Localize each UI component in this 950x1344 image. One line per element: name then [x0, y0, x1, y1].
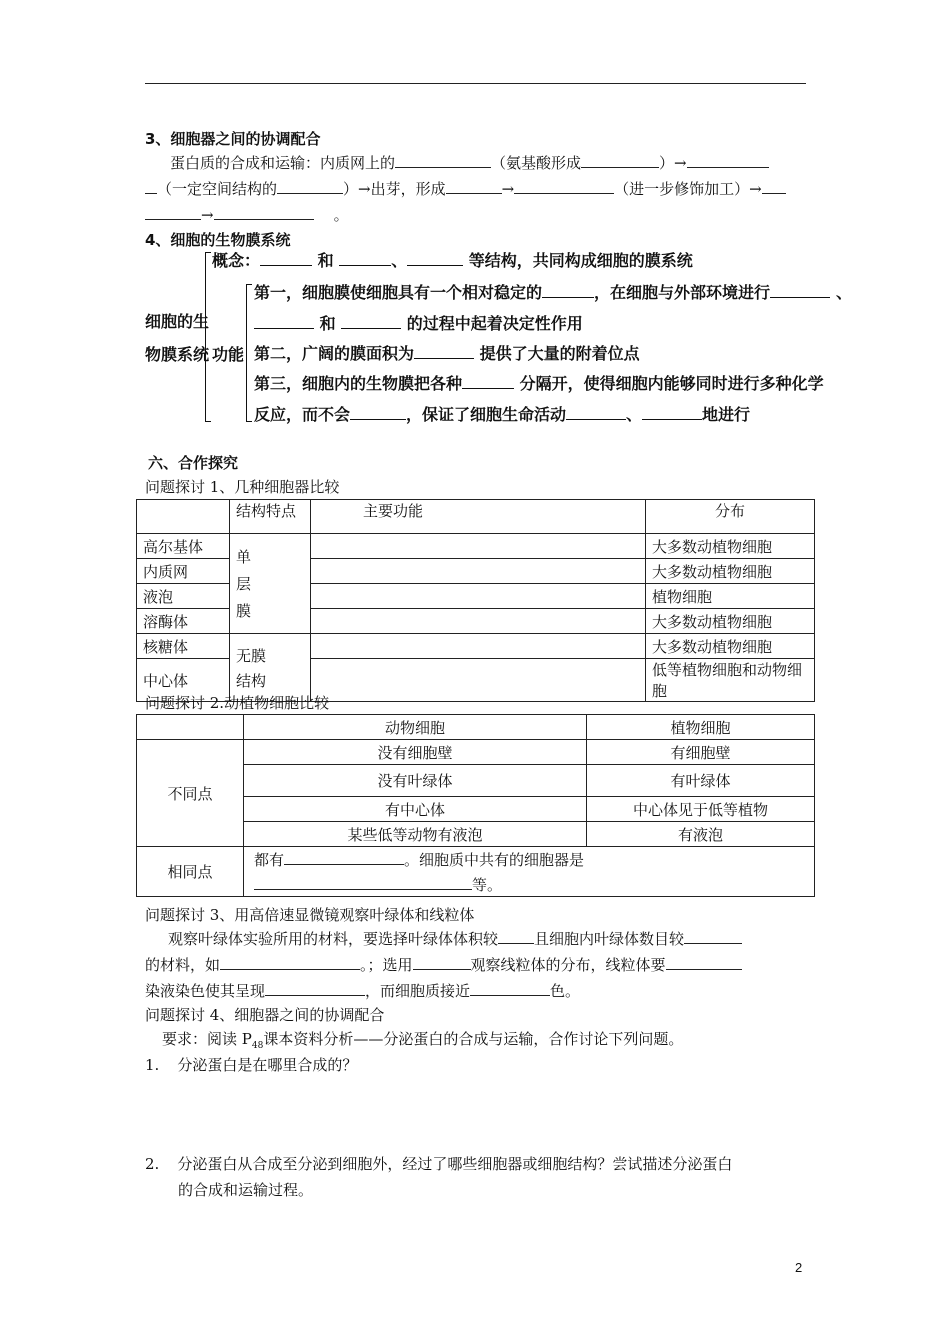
membrane-system-label-2: 物膜系统 [145, 345, 210, 364]
same-points-cell: 都有 。细胞质中共有的细胞器是 等。 [244, 847, 815, 897]
table-row: 某些低等动物有液泡 有液泡 [137, 822, 815, 847]
function-line4: 第三，细胞内的生物膜把各种 分隔开，使得细胞内能够同时进行多种化学 [254, 374, 824, 393]
function-line3: 第二，广阔的膜面积为 提供了大量的附着位点 [254, 344, 640, 363]
question-2: 2. 分泌蛋白从合成至分泌到细胞外，经过了哪些细胞器或细胞结构？尝试描述分泌蛋白 [145, 1155, 733, 1173]
section3-line2: （一定空间结构的 ）→出芽，形成 → （进一步修饰加工）→ [145, 178, 786, 199]
q3-title: 问题探讨 3、用高倍速显微镜观察叶绿体和线粒体 [145, 906, 475, 924]
table-row: 液泡 植物细胞 [137, 584, 815, 609]
q1-title: 问题探讨 1、几种细胞器比较 [145, 478, 340, 496]
q2-title: 问题探讨 2.动植物细胞比较 [145, 694, 330, 712]
q3-line2: 的材料，如 。；选用 观察线粒体的分布，线粒体要 [145, 954, 742, 975]
function-line1: 第一，细胞膜使细胞具有一个相对稳定的 ，在细胞与外部环境进行 、 [254, 283, 853, 302]
table-row: 没有叶绿体 有叶绿体 [137, 765, 815, 797]
table-row: 高尔基体 单 层 膜 大多数动植物细胞 [137, 534, 815, 559]
q4-requirement: 要求：阅读 $P_{48}$课本资料分析——分泌蛋白的合成与运输，合作讨论下列问题。 [162, 1030, 684, 1051]
table-header-row: 结构特点 主要功能 分布 [137, 500, 815, 534]
section6-title: 六、合作探究 [148, 454, 239, 472]
organelle-table [136, 499, 815, 702]
function-line5: 反应，而不会 ，保证了细胞生命活动 、 地进行 [254, 405, 751, 424]
table-row: 不同点 没有细胞壁 有细胞壁 [137, 740, 815, 765]
outer-brace [205, 252, 211, 422]
table-row: 核糖体 无膜 结构 大多数动植物细胞 [137, 634, 815, 659]
table-row: 相同点 都有 。细胞质中共有的细胞器是 等。 [137, 847, 815, 897]
table-row: 中心体 低等植物细胞和动物细胞 [137, 659, 815, 702]
page-number: 2 [795, 1260, 803, 1275]
concept-line: 概念： 和 、 等结构，共同构成细胞的膜系统 [212, 251, 693, 270]
function-label: 功能 [212, 345, 245, 364]
function-line2: 和 的过程中起着决定性作用 [254, 311, 583, 334]
cell-comparison-table [136, 714, 815, 897]
table-header-row: 动物细胞 植物细胞 [137, 715, 815, 740]
table-row: 溶酶体 大多数动植物细胞 [137, 609, 815, 634]
inner-brace [246, 284, 252, 422]
table-row: 有中心体 中心体见于低等植物 [137, 797, 815, 822]
q3-line3: 染液染色使其呈现 ，而细胞质接近 色。 [145, 982, 581, 1000]
q4-title: 问题探讨 4、细胞器之间的协调配合 [145, 1006, 385, 1024]
q3-line1: 观察叶绿体实验所用的材料，要选择叶绿体体积较 且细胞内叶绿体数目较 [168, 928, 742, 949]
section3-title: 3、细胞器之间的协调配合 [145, 130, 321, 148]
membrane-system-label-1: 细胞的生 [145, 312, 210, 331]
no-membrane-cell: 无膜 结构 [230, 634, 311, 702]
section3-line3: → 。 [145, 204, 349, 225]
section4-title: 4、细胞的生物膜系统 [145, 231, 291, 249]
header-rule [145, 83, 806, 84]
question-1: 1. 分泌蛋白是在哪里合成的？ [145, 1056, 358, 1074]
table-row: 内质网 大多数动植物细胞 [137, 559, 815, 584]
single-membrane-cell: 单 层 膜 [230, 534, 311, 634]
section3-line1: 蛋白质的合成和运输：内质网上的 （氨基酸形成 ）→ [170, 152, 769, 173]
question-2-cont: 的合成和运输过程。 [178, 1181, 314, 1199]
